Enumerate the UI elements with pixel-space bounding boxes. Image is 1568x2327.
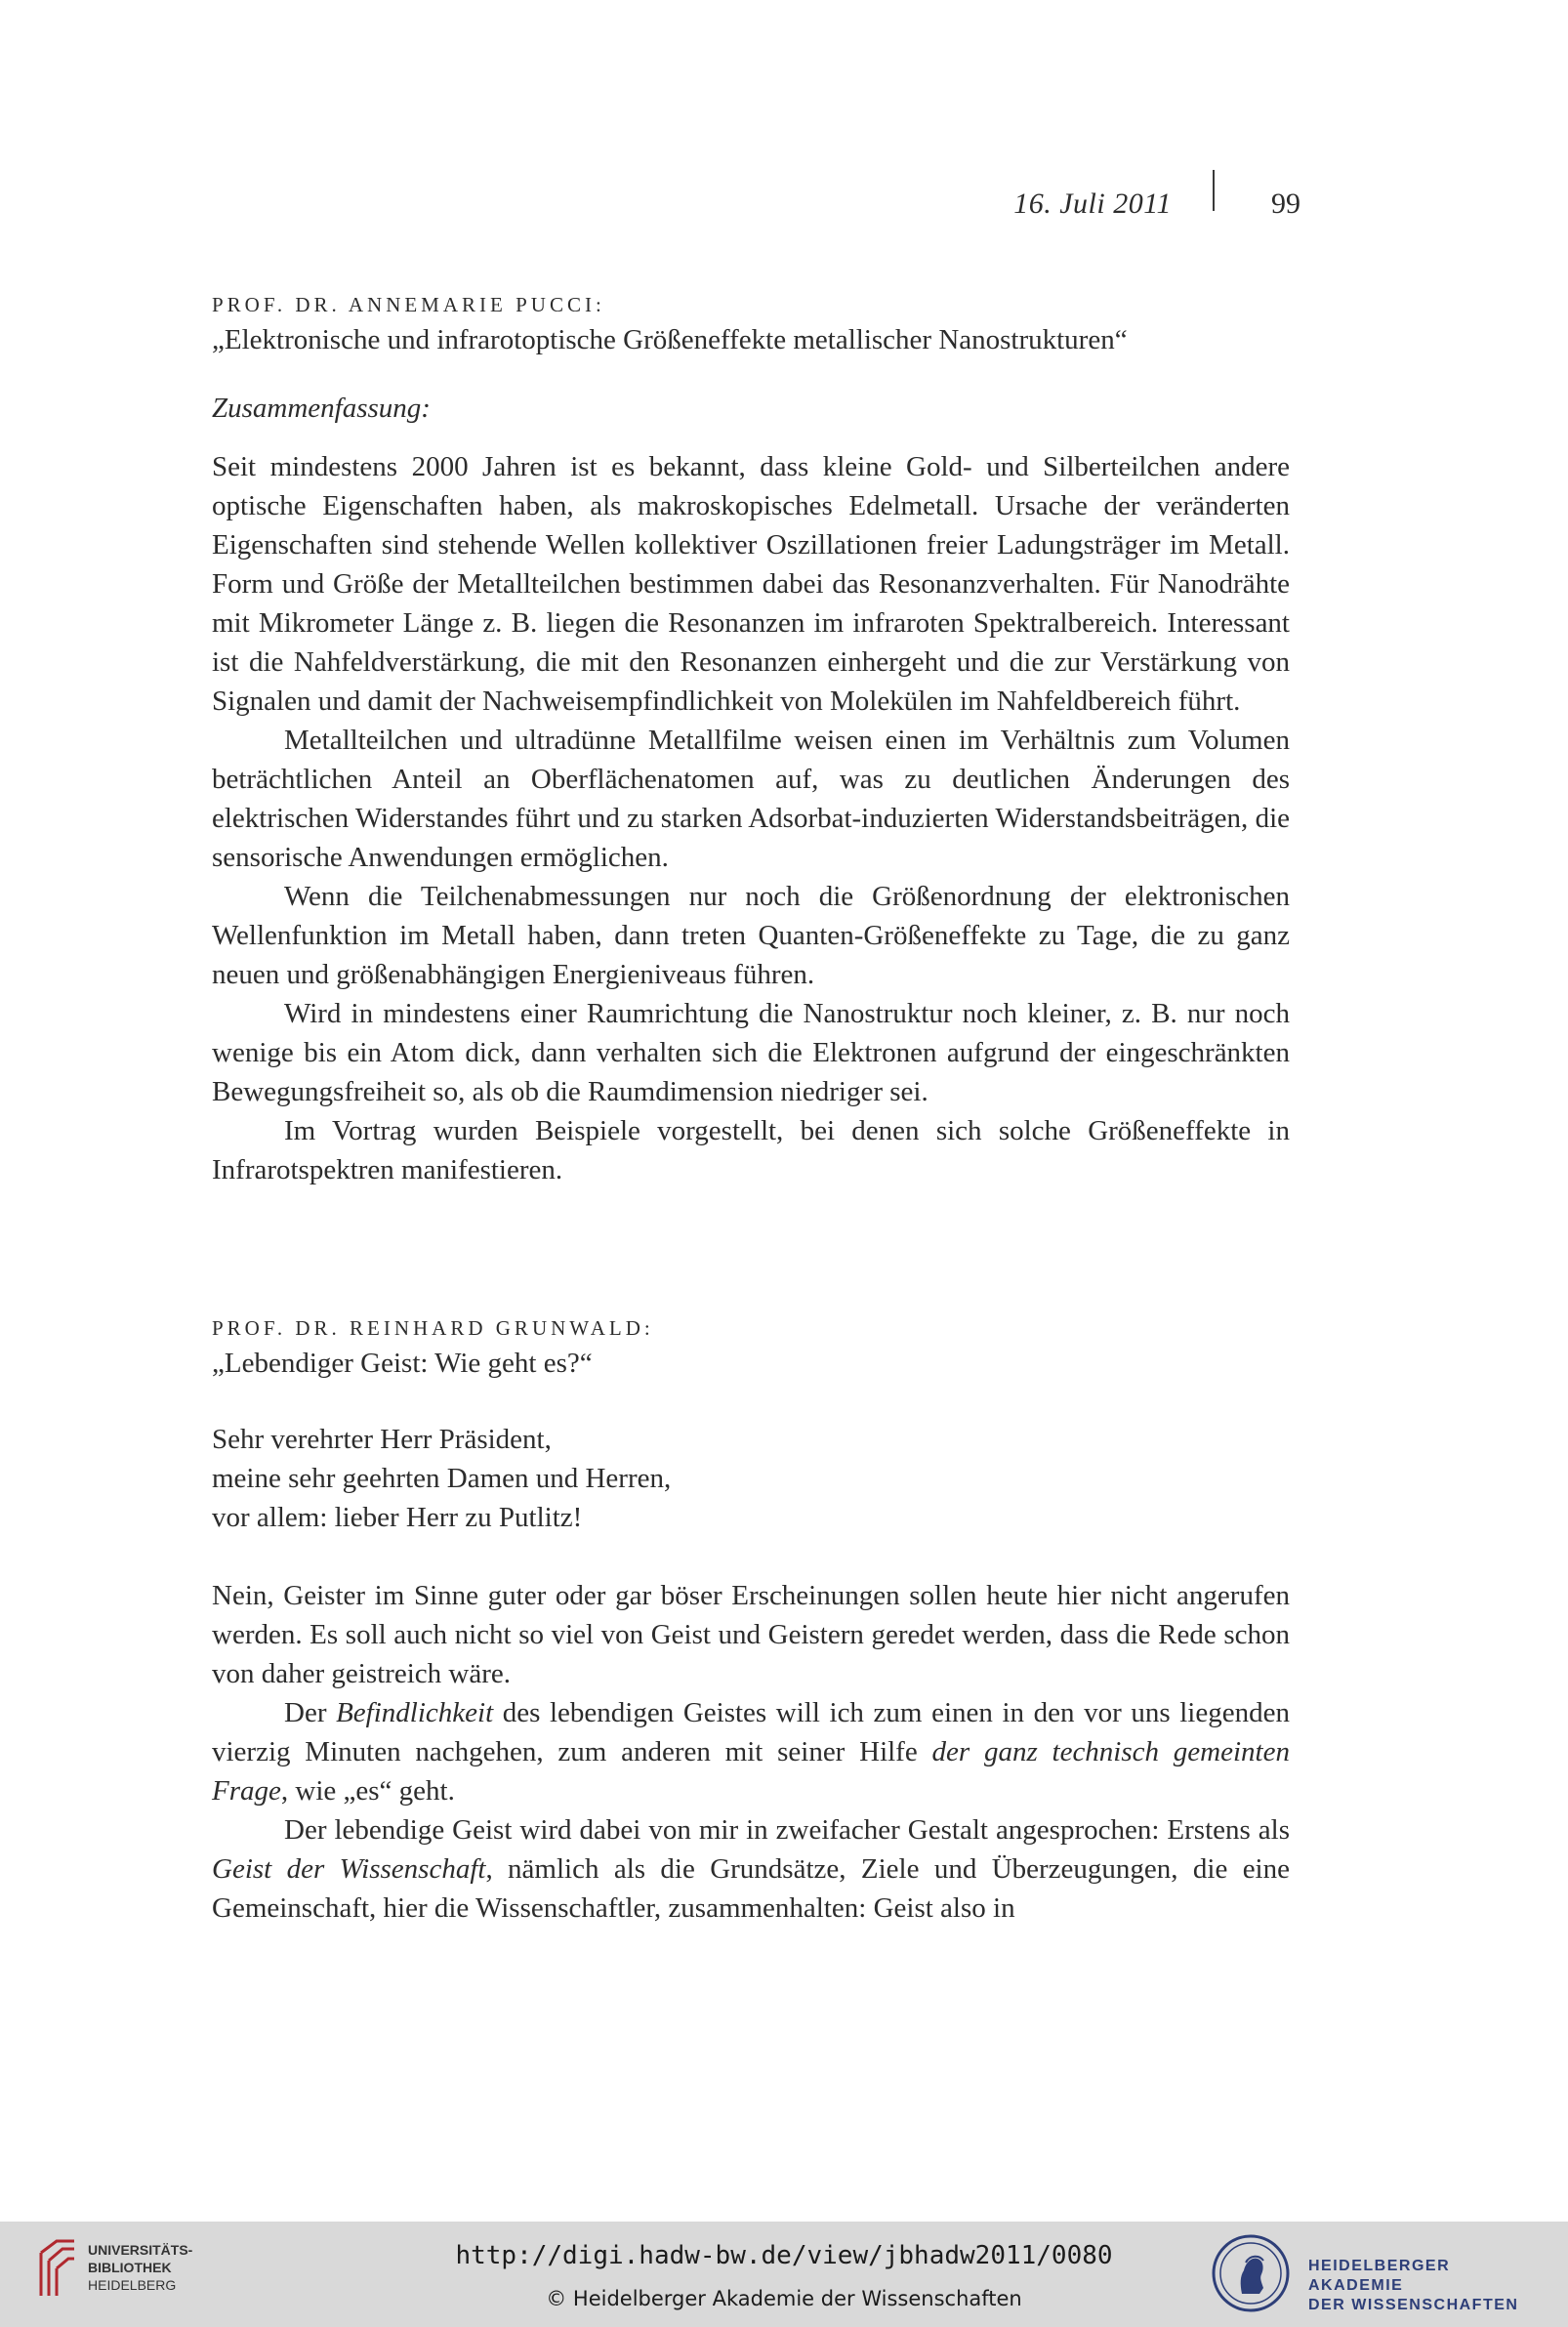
- text-run: des lebendigen Geistes will ich zum einen in den vor uns liegenden vierzig Minuten nachgehen, zum anderen mit seiner Hilfe: [212, 1697, 1290, 1767]
- section-spacer: [212, 1189, 1290, 1312]
- section-pucci: [212, 289, 1290, 1189]
- copyright-notice: © Heidelberger Akademie der Wissenschaften: [546, 2287, 1022, 2310]
- running-header: [986, 184, 1300, 223]
- academy-logo[interactable]: [1211, 2229, 1543, 2317]
- academy-logo-line: HEIDELBERGER AKADEMIE: [1308, 2258, 1451, 2294]
- text-run: , nämlich als die Grundsätze, Ziele und Überzeugungen, die eine Gemeinschaft, hier die Wissenschaftler, zusammenhalten: Geist also in: [212, 1853, 1290, 1924]
- text-run: Der lebendige Geist wird dabei von mir in zweifacher Gestalt angesprochen: Erstens als: [284, 1814, 1290, 1846]
- summary-label: Zusammenfassung:: [212, 393, 431, 424]
- paragraph: Im Vortrag wurden Beispiele vorgestellt, bei denen sich solche Größeneffekte in Infrarotspektren manifestieren.: [212, 1115, 1290, 1185]
- section-grunwald: [212, 1312, 1290, 1928]
- permalink-url[interactable]: http://digi.hadw-bw.de/view/jbhadw2011/0080: [455, 2241, 1113, 2270]
- paragraph: Nein, Geister im Sinne guter oder gar böser Erscheinungen sollen heute hier nicht angerufen werden. Es soll auch nicht so viel von Geist und Geistern geredet werden, dass die Rede schon von daher geistreich wäre.: [212, 1580, 1290, 1689]
- header-divider: [1213, 170, 1215, 211]
- paragraph: Seit mindestens 2000 Jahren ist es bekannt, dass kleine Gold- und Silberteilchen andere optische Eigenschaften haben, als makroskopisches Edelmetall. Ursache der veränderten Eigenschaften sind stehende Wellen kollektiver Oszillationen freier Ladungsträger im Metall. Form und Größe der Metallteilchen bestimmen dabei das Resonanzverhalten. Für Nanodrähte mit Mikrometer Länge z. B. liegen die Resonanzen im infraroten Spektralbereich. Interessant ist die Nahfeldverstärkung, die mit den Resonanzen einhergeht und die zur Verstärkung von Signalen und damit der Nachweisempfindlichkeit von Molekülen im Nahfeldbereich führt.: [212, 451, 1290, 717]
- paragraph: [212, 1810, 1290, 1928]
- library-logo-line: BIBLIOTHEK: [88, 2260, 172, 2275]
- academy-seal-icon: [1211, 2233, 1291, 2313]
- digitization-footer: [0, 2222, 1568, 2327]
- speaker-name: PROF. DR. ANNEMARIE PUCCI:: [212, 293, 605, 316]
- salutation-line: vor allem: lieber Herr zu Putlitz!: [212, 1502, 583, 1533]
- page-body: [212, 289, 1290, 1928]
- emphasis: der ganz technisch gemeinten Frage: [212, 1736, 1290, 1807]
- talk-title: „Lebendiger Geist: Wie geht es?“: [212, 1348, 593, 1379]
- text-run: , wie „es“ geht.: [280, 1775, 455, 1807]
- salutation: [212, 1420, 1290, 1537]
- paragraph: Wenn die Teilchenabmessungen nur noch die Größenordnung der elektronischen Wellenfunktion im Metall haben, dann treten Quanten-Größeneffekte zu Tage, die zu ganz neuen und größenabhängigen Energieniveaus führen.: [212, 881, 1290, 990]
- emphasis: Befindlichkeit: [336, 1697, 494, 1728]
- paragraph: Metallteilchen und ultradünne Metallfilme weisen einen im Verhältnis zum Volumen beträchtlichen Anteil an Oberflächenatomen auf, was zu deutlichen Änderungen des elektrischen Widerstandes führt und zu starken Adsorbat-induzierten Widerstandsbeiträgen, die sensorische Anwendungen ermöglichen.: [212, 725, 1290, 873]
- academy-logo-line: DER WISSENSCHAFTEN: [1308, 2297, 1519, 2313]
- talk-title: „Elektronische und infrarotoptische Größeneffekte metallischer Nanostrukturen“: [212, 324, 1128, 355]
- page-number: 99: [1271, 187, 1300, 220]
- text-run: Der: [284, 1697, 337, 1728]
- paragraph: Wird in mindestens einer Raumrichtung die Nanostruktur noch kleiner, z. B. nur noch wenige bis ein Atom dick, dann verhalten sich die Elektronen aufgrund der eingeschränkten Bewegungsfreiheit so, als ob die Raumdimension niedriger sei.: [212, 998, 1290, 1107]
- paragraph: [212, 1693, 1290, 1810]
- header-date: 16. Juli 2011: [1013, 187, 1172, 220]
- library-logo-line: UNIVERSITÄTS-: [88, 2242, 193, 2258]
- speaker-name: PROF. DR. REINHARD GRUNWALD:: [212, 1316, 654, 1340]
- emphasis: Geist der Wissenschaft: [212, 1853, 486, 1885]
- library-logo-line: HEIDELBERG: [88, 2277, 177, 2293]
- salutation-line: meine sehr geehrten Damen und Herren,: [212, 1463, 672, 1494]
- salutation-line: Sehr verehrter Herr Präsident,: [212, 1424, 552, 1455]
